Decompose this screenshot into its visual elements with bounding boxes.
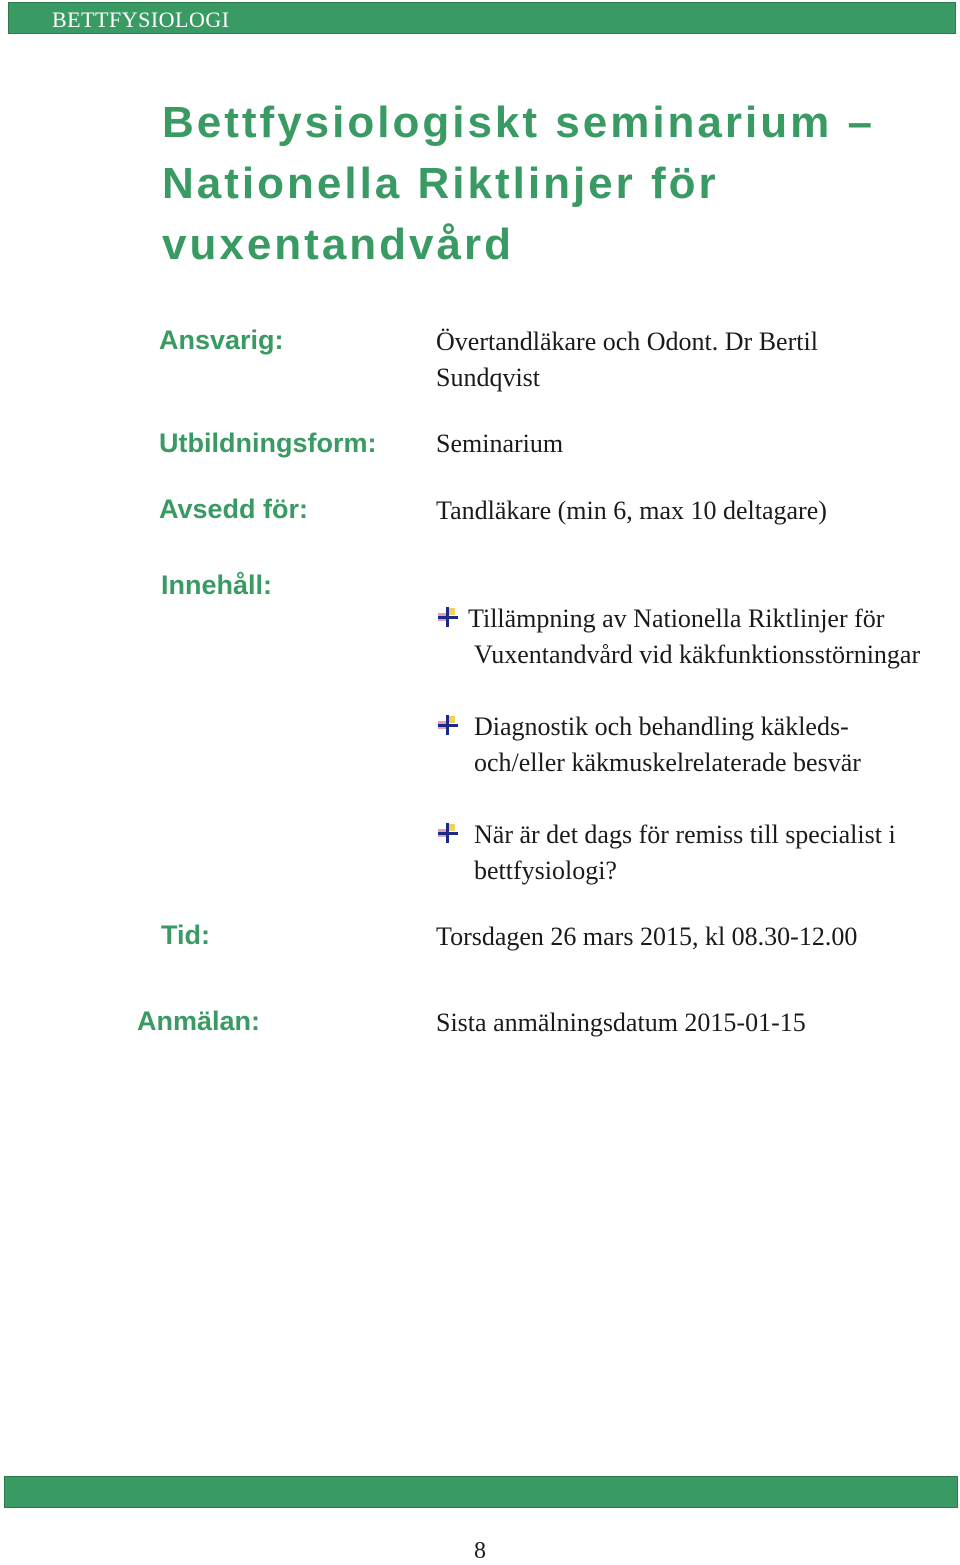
content-item-3-text [474, 817, 896, 889]
label-anmalan: Anmälan: [137, 1006, 261, 1036]
content-item-2-line-1: Diagnostik och behandling käkleds- [474, 712, 849, 741]
page-title-line-1: Bettfysiologiskt seminarium – [162, 98, 875, 147]
content-item-3-line-2: bettfysiologi? [474, 856, 617, 885]
footer-bar [4, 1476, 958, 1508]
content-item-2-line-2: och/eller käkmuskelrelaterade besvär [474, 748, 861, 777]
running-title: BETTFYSIOLOGI [52, 7, 230, 32]
label-utbildningsform: Utbildningsform: [159, 428, 377, 458]
bullet-cross-icon [436, 821, 460, 845]
value-tid: Torsdagen 26 mars 2015, kl 08.30-12.00 [436, 922, 858, 951]
label-avsedd-for: Avsedd för: [159, 494, 309, 524]
page-title-line-2: Nationella Riktlinjer för [162, 159, 719, 208]
content-item-1-line-1: Tillämpning av Nationella Riktlinjer för [468, 604, 885, 633]
value-utbildningsform: Seminarium [436, 429, 564, 458]
label-ansvarig: Ansvarig: [159, 325, 284, 355]
value-ansvarig-line-1: Övertandläkare och Odont. Dr Bertil [436, 327, 818, 356]
content-item-3-line-1: När är det dags för remiss till specialist i [474, 820, 896, 849]
content-item-1-text [468, 601, 920, 673]
page-number: 8 [474, 1538, 486, 1564]
header-bar [8, 2, 956, 34]
content-item-2-text [474, 709, 861, 781]
value-ansvarig [436, 324, 818, 396]
value-avsedd-for: Tandläkare (min 6, max 10 deltagare) [436, 496, 827, 525]
value-ansvarig-line-2: Sundqvist [436, 363, 541, 392]
bullet-cross-icon [436, 605, 460, 629]
content-item-1-line-2: Vuxentandvård vid käkfunktionsstörningar [474, 640, 921, 669]
label-innehall: Innehåll: [161, 570, 273, 600]
page-title [162, 92, 922, 275]
label-tid: Tid: [161, 920, 210, 950]
value-anmalan: Sista anmälningsdatum 2015-01-15 [436, 1008, 806, 1037]
bullet-cross-icon [436, 713, 460, 737]
page-title-line-3: vuxentandvård [162, 220, 514, 269]
